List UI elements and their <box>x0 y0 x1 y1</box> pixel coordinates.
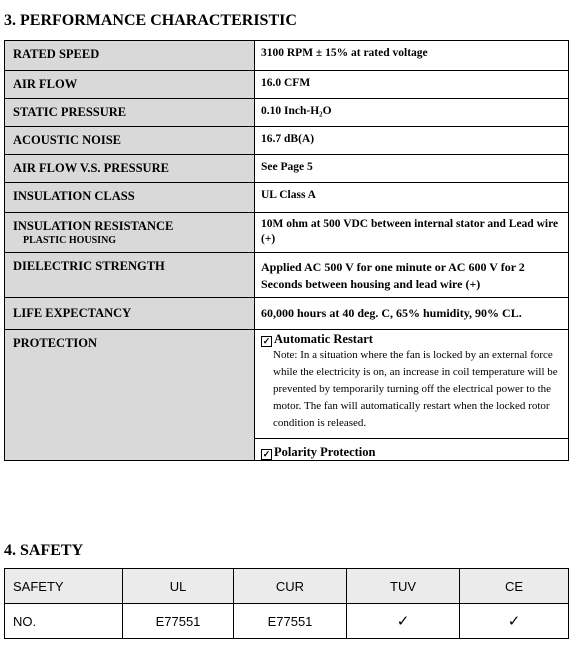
row-sublabel: PLASTIC HOUSING <box>23 235 117 246</box>
column-header: TUV <box>347 569 460 604</box>
auto-restart-line <box>261 332 560 347</box>
column-header: UL <box>123 569 234 604</box>
row-value: 0.10 Inch-H₂O <box>255 99 569 127</box>
table-cell: E77551 <box>234 604 347 639</box>
row-label: INSULATION CLASS <box>5 183 255 213</box>
checked-box-icon: ✓ <box>262 336 271 346</box>
polarity-label: Polarity Protection <box>274 445 376 459</box>
row-label: RATED SPEED <box>5 41 255 71</box>
row-value: UL Class A <box>255 183 569 213</box>
polarity-line <box>261 445 560 460</box>
table-row <box>5 330 569 461</box>
table-row <box>5 155 569 183</box>
table-row <box>5 99 569 127</box>
row-label: DIELECTRIC STRENGTH <box>5 253 255 298</box>
row-label <box>5 213 255 253</box>
row-label: AIR FLOW <box>5 71 255 99</box>
table-row <box>5 127 569 155</box>
column-header: CE <box>460 569 569 604</box>
column-header: SAFETY <box>5 569 123 604</box>
table-cell: E77551 <box>123 604 234 639</box>
safety-section-title: 4. SAFETY <box>4 542 84 559</box>
table-row <box>5 253 569 298</box>
row-label: STATIC PRESSURE <box>5 99 255 127</box>
row-label-main: INSULATION RESISTANCE <box>13 219 174 233</box>
auto-restart-note: Note: In a situation where the fan is locked by an external force while the electricity is on, an increase in coil temperature will be prevented by temporarily turning off the electrical power to the motor. The fan will automatically restart when the locked rotor condition is released. <box>273 349 558 429</box>
table-cell: NO. <box>5 604 123 639</box>
safety-table <box>4 568 569 639</box>
table-row <box>5 213 569 253</box>
performance-section-title: 3. PERFORMANCE CHARACTERISTIC <box>4 12 297 29</box>
checked-box-icon: ✓ <box>262 449 271 459</box>
row-value: See Page 5 <box>255 155 569 183</box>
check-mark-icon: ✓ <box>460 604 569 639</box>
table-row <box>5 71 569 99</box>
table-row <box>5 298 569 330</box>
polarity-block <box>255 438 568 460</box>
row-value: Applied AC 500 V for one minute or AC 600 V for 2 Seconds between housing and lead wire (+) <box>255 253 569 298</box>
row-label: PROTECTION <box>5 330 255 461</box>
check-mark-icon: ✓ <box>347 604 460 639</box>
row-value: 16.7 dB(A) <box>255 127 569 155</box>
table-row <box>5 183 569 213</box>
performance-table <box>4 40 569 461</box>
row-value: 3100 RPM ± 15% at rated voltage <box>255 41 569 71</box>
row-value: 60,000 hours at 40 deg. C, 65% humidity, 90% CL. <box>255 298 569 330</box>
column-header: CUR <box>234 569 347 604</box>
row-label: AIR FLOW V.S. PRESSURE <box>5 155 255 183</box>
row-value: 10M ohm at 500 VDC between internal stator and Lead wire (+) <box>255 213 569 253</box>
row-label: ACOUSTIC NOISE <box>5 127 255 155</box>
table-row <box>5 604 569 639</box>
row-label: LIFE EXPECTANCY <box>5 298 255 330</box>
table-header-row <box>5 569 569 604</box>
row-value: 16.0 CFM <box>255 71 569 99</box>
auto-restart-label: Automatic Restart <box>274 332 373 346</box>
protection-value <box>255 330 569 461</box>
table-row <box>5 41 569 71</box>
